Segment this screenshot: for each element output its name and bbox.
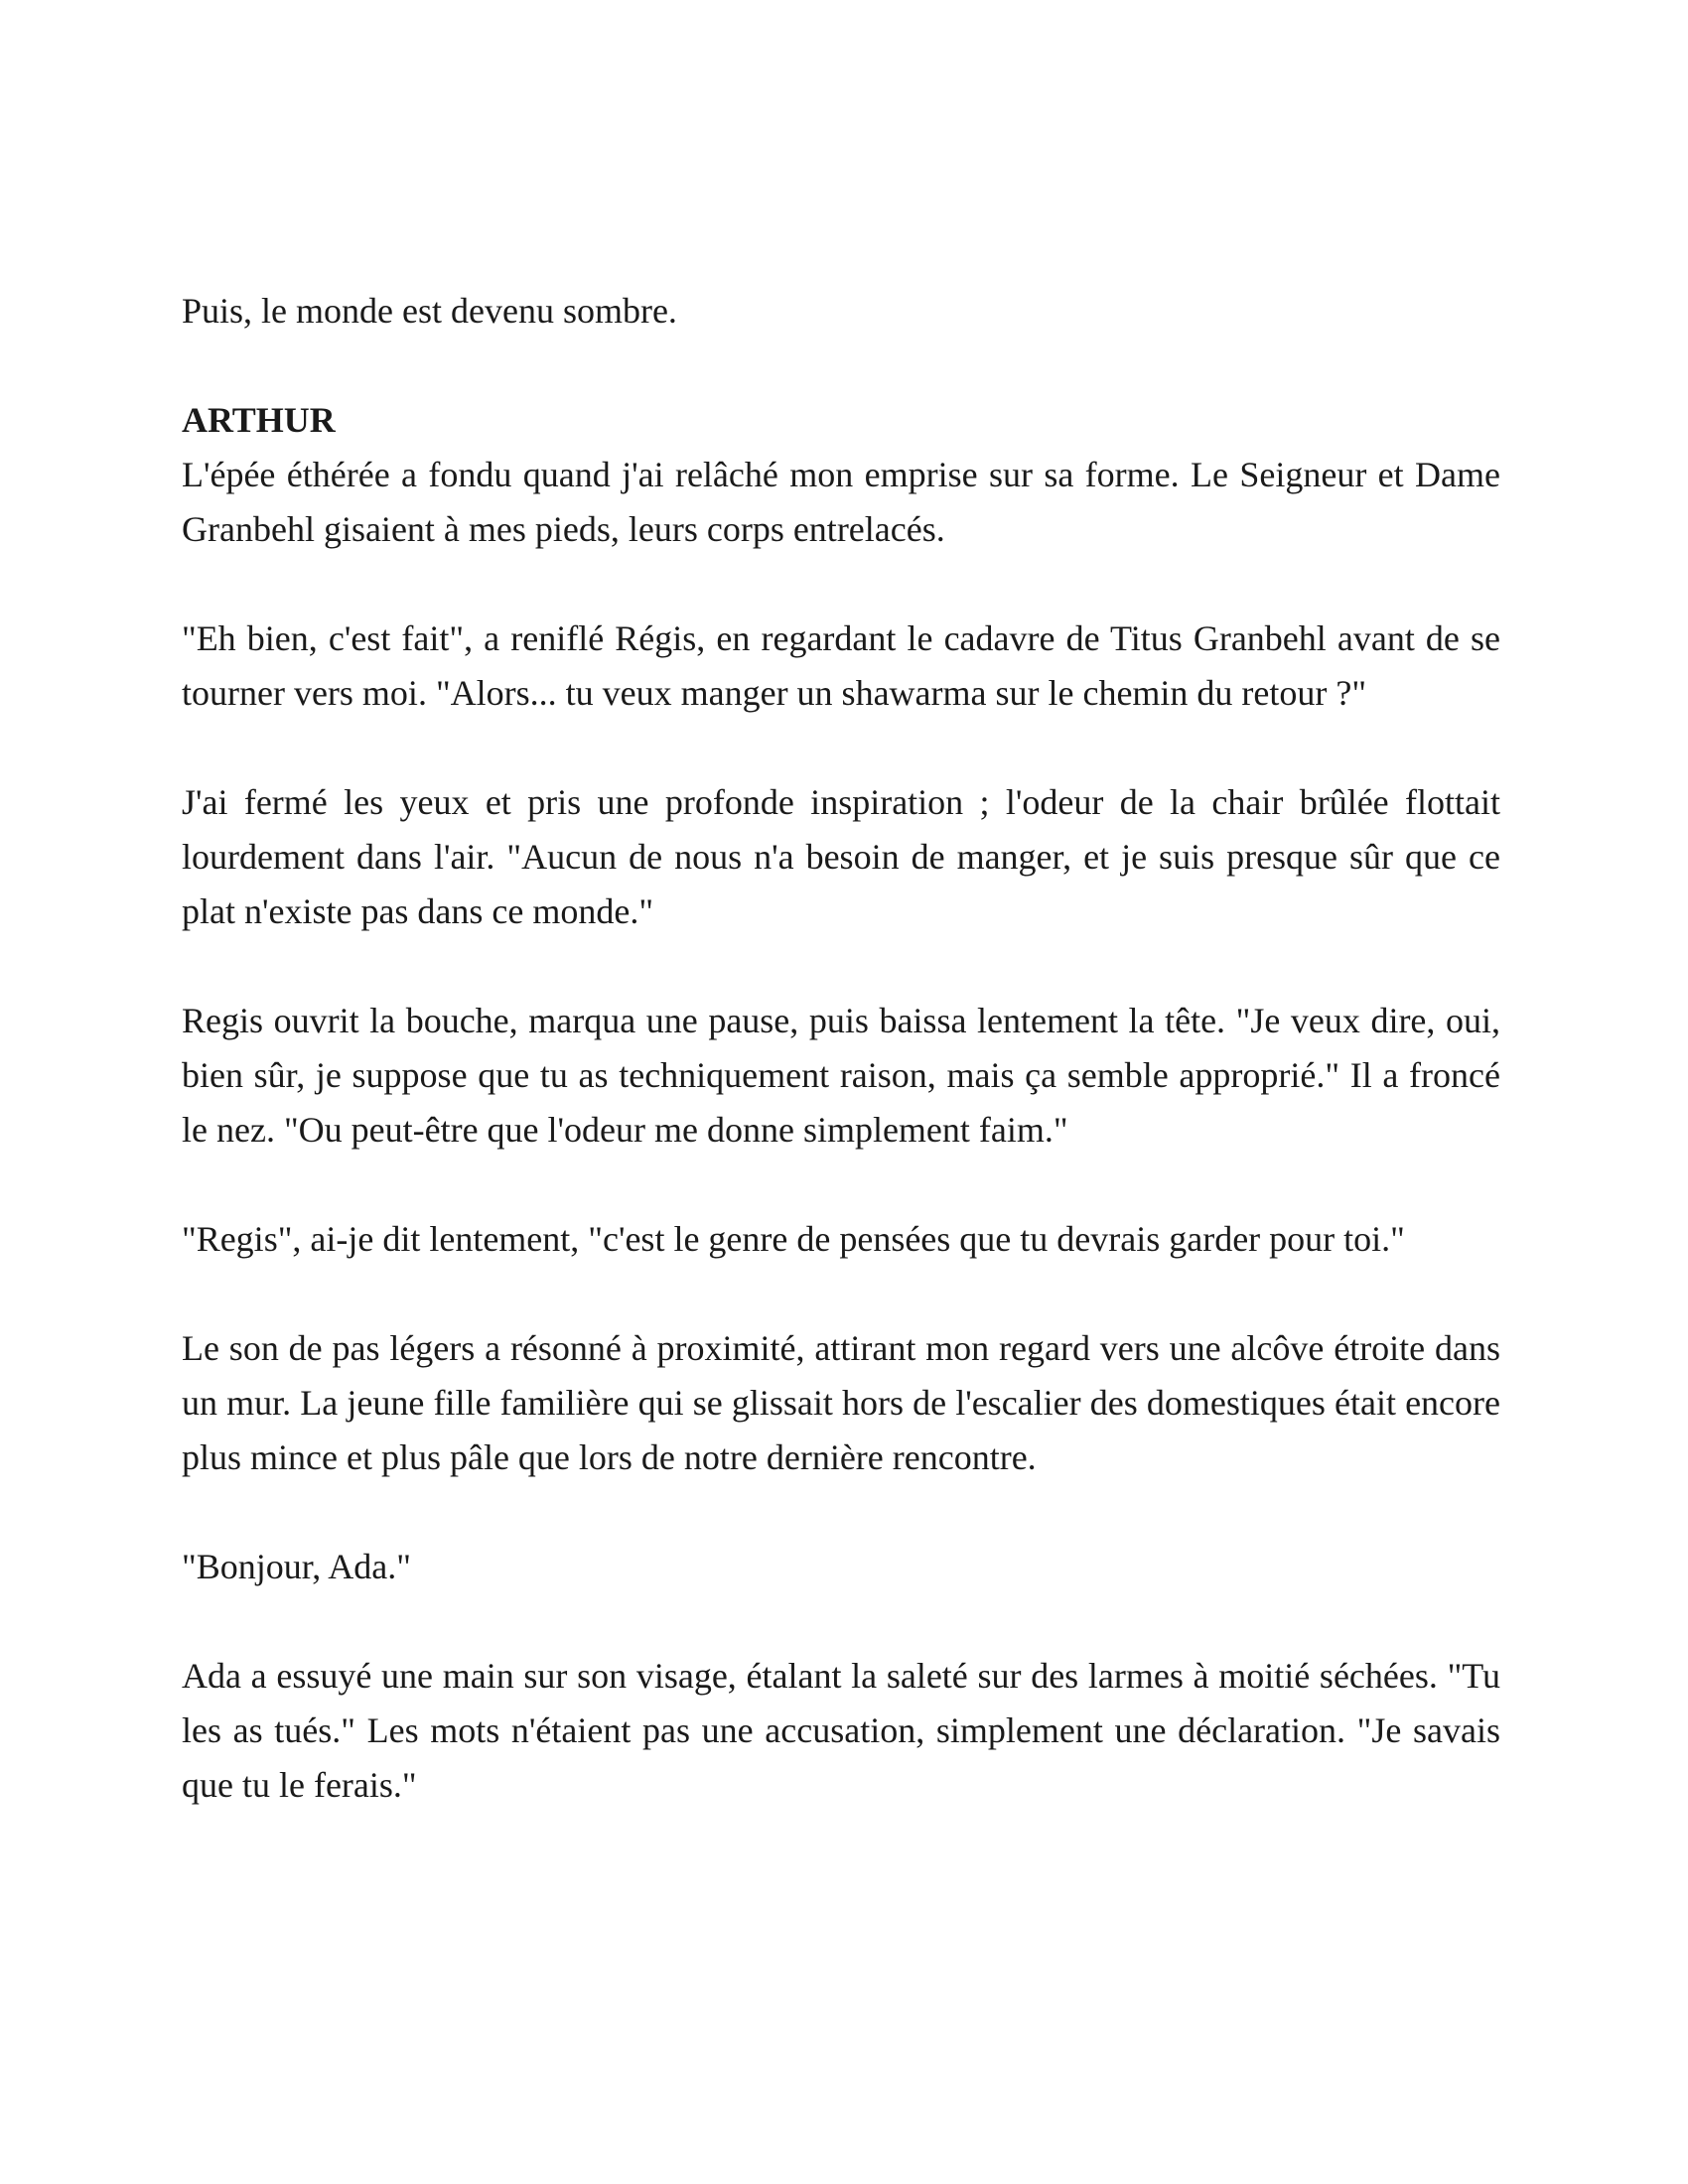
opening-line: Puis, le monde est devenu sombre. (182, 291, 677, 331)
paragraph: "Regis", ai-je dit lentement, "c'est le genre de pensées que tu devrais garder pour toi." (182, 1219, 1405, 1259)
section-heading: ARTHUR (182, 400, 336, 440)
paragraph: Regis ouvrit la bouche, marqua une pause, puis baissa lentement la tête. "Je veux dire, oui, bien sûr, je suppose que tu as techniquement raison, mais ça semble approprié." Il a froncé le nez. "Ou peut-être que l'odeur me donne simplement faim." (182, 1001, 1500, 1150)
document-page (182, 284, 1500, 1867)
paragraph: Le son de pas légers a résonné à proximité, attirant mon regard vers une alcôve étroite dans un mur. La jeune fille familière qui se glissait hors de l'escalier des domestiques était encore plus mince et plus pâle que lors de notre dernière rencontre. (182, 1328, 1500, 1477)
paragraph: "Eh bien, c'est fait", a reniflé Régis, en regardant le cadavre de Titus Granbehl avant de se tourner vers moi. "Alors... tu veux manger un shawarma sur le chemin du retour ?" (182, 618, 1500, 713)
paragraph: L'épée éthérée a fondu quand j'ai relâché mon emprise sur sa forme. Le Seigneur et Dame Granbehl gisaient à mes pieds, leurs corps entrelacés. (182, 455, 1500, 549)
paragraph: "Bonjour, Ada." (182, 1547, 411, 1586)
paragraph: J'ai fermé les yeux et pris une profonde inspiration ; l'odeur de la chair brûlée flottait lourdement dans l'air. "Aucun de nous n'a besoin de manger, et je suis presque sûr que ce plat n'existe pas dans ce monde." (182, 782, 1500, 931)
paragraph: Ada a essuyé une main sur son visage, étalant la saleté sur des larmes à moitié séchées. "Tu les as tués." Les mots n'étaient pas une accusation, simplement une déclaration. "Je savais que tu le ferais." (182, 1656, 1500, 1805)
arthur-section-start (182, 393, 1500, 557)
